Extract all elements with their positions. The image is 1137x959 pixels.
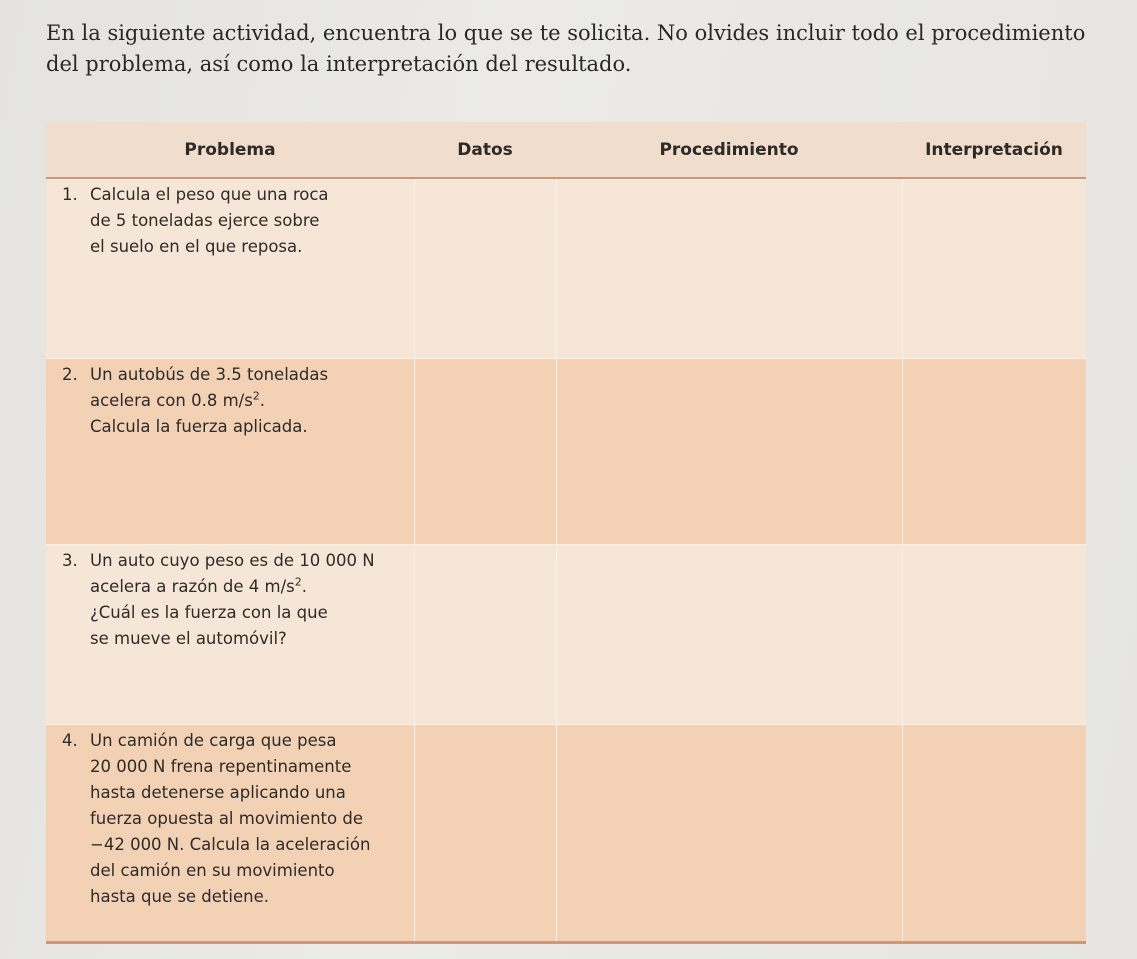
problem-cell: [46, 358, 414, 544]
header-interpretacion: Interpretación: [902, 122, 1086, 178]
problem-number: 4.: [62, 730, 78, 750]
datos-cell[interactable]: [414, 724, 556, 941]
interpretacion-cell[interactable]: [902, 724, 1086, 941]
header-procedimiento: Procedimiento: [556, 122, 902, 178]
datos-cell[interactable]: [414, 178, 556, 358]
problem-cell: [46, 178, 414, 358]
table-row: [46, 178, 1086, 358]
problem-number: 3.: [62, 550, 78, 570]
procedimiento-cell[interactable]: [556, 178, 902, 358]
problem-cell: [46, 724, 414, 941]
problem-number: 2.: [62, 364, 78, 384]
datos-cell[interactable]: [414, 544, 556, 724]
table-row: [46, 544, 1086, 724]
interpretacion-cell[interactable]: [902, 544, 1086, 724]
procedimiento-cell[interactable]: [556, 544, 902, 724]
table-bottom-rule: [46, 941, 1086, 944]
interpretacion-cell[interactable]: [902, 358, 1086, 544]
problem-text: Calcula el peso que una roca de 5 toneladas ejerce sobre el suelo en el que reposa.: [90, 185, 329, 256]
datos-cell[interactable]: [414, 358, 556, 544]
header-problema: Problema: [46, 122, 414, 178]
header-datos: Datos: [414, 122, 556, 178]
table-header-row: [46, 122, 1086, 178]
problem-text: Un auto cuyo peso es de 10 000 N acelera a razón de 4 $m/s^2$. ¿Cuál es la fuerza con la que se mueve el automóvil?: [90, 550, 375, 648]
problem-text: Un camión de carga que pesa 20 000 N frena repentinamente hasta detenerse aplicando una fuerza opuesta al movimiento de −42 000 N. Calcula la aceleración del camión en su movimiento hasta que se detiene.: [90, 730, 371, 906]
table-row: [46, 724, 1086, 941]
problem-text: Un autobús de 3.5 toneladas acelera con 0.8 $m/s^2$. Calcula la fuerza aplicada.: [90, 364, 329, 436]
procedimiento-cell[interactable]: [556, 358, 902, 544]
interpretacion-cell[interactable]: [902, 178, 1086, 358]
table-row: [46, 358, 1086, 544]
procedimiento-cell[interactable]: [556, 724, 902, 941]
instructions-text: En la siguiente actividad, encuentra lo que se te solicita. No olvides incluir todo el procedimiento del problema, así como la interpretación del resultado.: [46, 21, 1086, 76]
activity-table: [46, 122, 1086, 940]
problem-cell: [46, 544, 414, 724]
problem-number: 1.: [62, 185, 78, 204]
